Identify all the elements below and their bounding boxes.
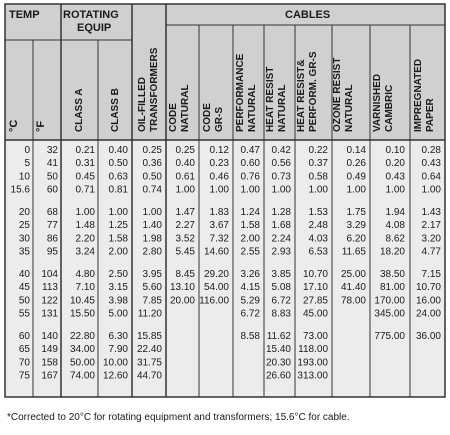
cell-temp-c: 15.6 [10, 184, 30, 196]
cell-temp-c: 25 [18, 220, 30, 232]
cell-class-b: 3.98 [108, 295, 128, 307]
cell-varnished-cambric: 0.20 [385, 158, 405, 170]
cell-code-grs: 29.20 [203, 269, 229, 280]
cell-code-natural: 3.52 [175, 233, 195, 245]
cell-class-a: 0.21 [75, 145, 95, 156]
oil-filled-header-line2: TRANSFORMERS [149, 47, 160, 132]
cell-heat-resist-perform-grs: 17.10 [302, 282, 328, 294]
cell-temp-c: 35 [18, 246, 30, 258]
cell-performance-natural: 0.76 [240, 171, 260, 183]
class-a-header: CLASS A [74, 88, 85, 132]
cell-varnished-cambric: 81.00 [379, 282, 405, 294]
ozone-resist-natural-header-line1: OZONE RESIST [332, 57, 343, 132]
cell-oil-filled: 3.95 [142, 269, 162, 280]
cell-class-a: 1.48 [75, 220, 95, 232]
cell-code-natural: 8.45 [175, 269, 195, 280]
cell-heat-resist-perform-grs: 2.48 [308, 220, 328, 232]
cell-class-a: 50.00 [69, 357, 95, 369]
cell-code-natural: 20.00 [169, 295, 195, 307]
code-natural-header-line1: CODE [168, 103, 179, 132]
cell-heat-resist-perform-grs: 313.00 [297, 370, 328, 382]
cell-code-grs: 14.60 [203, 246, 229, 258]
cell-code-natural: 1.00 [175, 184, 195, 196]
cell-temp-f: 167 [41, 370, 58, 382]
cell-varnished-cambric: 38.50 [379, 269, 405, 280]
cell-class-a: 22.80 [69, 331, 95, 342]
cell-code-natural: 5.45 [175, 246, 195, 258]
rotating-equip-header-line1: ROTATING [63, 9, 119, 21]
cell-ozone-resist-natural: 0.26 [346, 158, 366, 170]
cell-heat-resist-natural: 26.60 [265, 370, 291, 382]
cell-class-a: 15.50 [69, 308, 95, 320]
cell-oil-filled: 1.98 [142, 233, 162, 245]
cell-performance-natural: 1.58 [240, 220, 260, 232]
cell-heat-resist-natural: 0.42 [271, 145, 291, 156]
cell-impregnated-paper: 10.70 [415, 282, 441, 294]
footnote: *Corrected to 20°C for rotating equipment and transformers; 15.6°C for cable. [7, 412, 350, 423]
rotating-equip-header-line2: EQUIP [77, 22, 112, 34]
cell-heat-resist-natural: 0.56 [271, 158, 291, 170]
cell-heat-resist-perform-grs: 193.00 [297, 357, 328, 369]
impregnated-paper-header-line1: IMPREGNATED [413, 58, 424, 132]
performance-natural-header-line1: PERFORMANCE [235, 53, 246, 132]
cell-ozone-resist-natural: 25.00 [340, 269, 366, 280]
cell-class-a: 0.31 [75, 158, 95, 170]
cell-heat-resist-natural: 20.30 [265, 357, 291, 369]
cell-performance-natural: 5.29 [240, 295, 260, 307]
fahrenheit-header: °F [35, 120, 47, 132]
cell-temp-c: 20 [18, 207, 30, 218]
cell-varnished-cambric: 0.10 [385, 145, 405, 156]
cell-ozone-resist-natural: 1.00 [346, 184, 366, 196]
cell-class-b: 1.58 [108, 233, 128, 245]
cell-class-b: 12.60 [102, 370, 128, 382]
cell-varnished-cambric: 0.43 [385, 171, 405, 183]
cell-temp-c: 65 [18, 344, 30, 356]
cell-temp-f: 158 [41, 357, 58, 369]
varnished-cambric-header-line2: CAMBRIC [384, 84, 395, 132]
cell-varnished-cambric: 8.62 [385, 233, 405, 245]
cell-class-a: 7.10 [75, 282, 95, 294]
cell-heat-resist-natural: 15.40 [265, 344, 291, 356]
cables-header: CABLES [285, 9, 331, 21]
cell-varnished-cambric: 775.00 [374, 331, 405, 342]
cell-varnished-cambric: 345.00 [374, 308, 405, 320]
cell-oil-filled: 0.25 [142, 145, 162, 156]
cell-heat-resist-perform-grs: 73.00 [302, 331, 328, 342]
cell-heat-resist-perform-grs: 1.00 [308, 184, 328, 196]
cell-heat-resist-natural: 1.00 [271, 184, 291, 196]
cell-heat-resist-perform-grs: 4.03 [308, 233, 328, 245]
cell-class-a: 0.45 [75, 171, 95, 183]
cell-class-b: 0.81 [108, 184, 128, 196]
cell-varnished-cambric: 4.08 [385, 220, 405, 232]
cell-code-grs: 0.23 [209, 158, 229, 170]
cell-impregnated-paper: 16.00 [415, 295, 441, 307]
cell-class-a: 4.80 [75, 269, 95, 280]
cell-impregnated-paper: 1.00 [421, 184, 441, 196]
heat-resist-natural-header-line1: HEAT RESIST [265, 66, 276, 132]
cell-ozone-resist-natural: 0.49 [346, 171, 366, 183]
cell-temp-f: 41 [46, 158, 58, 170]
cell-class-b: 7.90 [108, 344, 128, 356]
cell-temp-f: 104 [41, 269, 58, 280]
cell-temp-c: 30 [18, 233, 30, 245]
cell-code-natural: 13.10 [169, 282, 195, 294]
cell-temp-f: 60 [46, 184, 58, 196]
oil-filled-header-line1: OIL-FILLED [137, 77, 148, 132]
cell-temp-f: 122 [41, 295, 58, 307]
cell-impregnated-paper: 24.00 [415, 308, 441, 320]
heat-resist-natural-header-line2: NATURAL [277, 84, 288, 132]
cell-class-a: 74.00 [69, 370, 95, 382]
cell-varnished-cambric: 18.20 [379, 246, 405, 258]
cell-code-natural: 0.40 [175, 158, 195, 170]
cell-heat-resist-natural: 6.72 [271, 295, 291, 307]
cell-heat-resist-natural: 2.93 [271, 246, 291, 258]
cell-varnished-cambric: 170.00 [374, 295, 405, 307]
cell-oil-filled: 11.20 [137, 308, 162, 320]
cell-temp-f: 50 [46, 171, 58, 183]
cell-temp-c: 60 [18, 331, 30, 342]
cell-varnished-cambric: 1.94 [385, 207, 405, 218]
cell-heat-resist-perform-grs: 0.22 [308, 145, 328, 156]
cell-code-grs: 116.00 [199, 295, 229, 307]
cell-heat-resist-natural: 1.28 [271, 207, 291, 218]
class-b-header: CLASS B [110, 88, 121, 132]
ozone-resist-natural-header-line2: NATURAL [344, 84, 355, 132]
cell-impregnated-paper: 1.43 [421, 207, 441, 218]
cell-oil-filled: 0.36 [142, 158, 162, 170]
cell-heat-resist-natural: 11.62 [266, 331, 291, 342]
heat-resist-perform-grs-header-line2: PERFORM. GR-S [308, 51, 319, 132]
cell-code-grs: 3.67 [209, 220, 229, 232]
cell-temp-f: 86 [46, 233, 58, 245]
cell-code-natural: 0.61 [175, 171, 195, 183]
cell-ozone-resist-natural: 3.29 [346, 220, 366, 232]
cell-impregnated-paper: 36.00 [415, 331, 441, 342]
cell-temp-c: 40 [18, 269, 30, 280]
cell-temp-f: 131 [41, 308, 58, 320]
cell-temp-c: 70 [18, 357, 30, 369]
cell-class-b: 1.25 [108, 220, 128, 232]
cell-oil-filled: 1.40 [142, 220, 162, 232]
cell-ozone-resist-natural: 41.40 [340, 282, 366, 294]
cell-performance-natural: 0.47 [240, 145, 260, 156]
cell-temp-c: 55 [18, 308, 30, 320]
cell-performance-natural: 0.60 [240, 158, 260, 170]
cell-performance-natural: 3.26 [240, 269, 260, 280]
cell-class-b: 3.15 [108, 282, 128, 294]
cell-impregnated-paper: 0.64 [421, 171, 441, 183]
cell-class-a: 2.20 [75, 233, 95, 245]
cell-oil-filled: 7.85 [142, 295, 162, 307]
varnished-cambric-header-line1: VARNISHED [372, 73, 383, 132]
cell-class-a: 34.00 [69, 344, 95, 356]
cell-ozone-resist-natural: 11.65 [341, 246, 366, 258]
cell-impregnated-paper: 0.28 [421, 145, 441, 156]
cell-oil-filled: 2.80 [142, 246, 162, 258]
cell-oil-filled: 0.74 [142, 184, 162, 196]
code-natural-header-line2: NATURAL [180, 84, 191, 132]
cell-performance-natural: 8.58 [240, 331, 260, 342]
cell-heat-resist-natural: 8.83 [271, 308, 291, 320]
cell-performance-natural: 1.24 [240, 207, 260, 218]
cell-heat-resist-perform-grs: 27.85 [302, 295, 328, 307]
cell-impregnated-paper: 4.77 [421, 246, 441, 258]
cell-class-a: 3.24 [75, 246, 95, 258]
cell-code-natural: 0.25 [175, 145, 195, 156]
cell-heat-resist-natural: 0.73 [271, 171, 291, 183]
cell-class-b: 1.00 [108, 207, 128, 218]
cell-temp-f: 32 [46, 145, 58, 156]
cell-code-grs: 0.12 [209, 145, 229, 156]
cell-class-a: 0.71 [75, 184, 95, 196]
cell-temp-c: 0 [24, 145, 30, 156]
cell-class-b: 0.63 [108, 171, 128, 183]
cell-performance-natural: 4.15 [240, 282, 260, 294]
temp-header: TEMP [9, 9, 40, 21]
cell-oil-filled: 0.50 [142, 171, 162, 183]
cell-class-a: 1.00 [75, 207, 95, 218]
celsius-header: °C [8, 119, 20, 132]
cell-performance-natural: 2.55 [240, 246, 260, 258]
cell-impregnated-paper: 3.20 [421, 233, 441, 245]
cell-code-grs: 1.00 [209, 184, 229, 196]
cell-impregnated-paper: 2.17 [421, 220, 441, 232]
cell-class-b: 10.00 [102, 357, 128, 369]
heat-resist-perform-grs-header-line1: HEAT RESIST& [296, 59, 307, 132]
cell-performance-natural: 1.00 [240, 184, 260, 196]
cell-oil-filled: 1.00 [142, 207, 162, 218]
cell-code-natural: 2.27 [175, 220, 195, 232]
cell-performance-natural: 6.72 [240, 308, 260, 320]
cell-oil-filled: 5.60 [142, 282, 162, 294]
cell-class-b: 2.50 [108, 269, 128, 280]
cell-temp-f: 140 [41, 331, 58, 342]
cell-temp-f: 113 [42, 282, 58, 294]
cell-code-grs: 7.32 [209, 233, 229, 245]
cell-heat-resist-perform-grs: 0.37 [308, 158, 328, 170]
cell-oil-filled: 31.75 [136, 357, 162, 369]
cell-ozone-resist-natural: 78.00 [340, 295, 366, 307]
impregnated-paper-header-line2: PAPER [425, 98, 436, 132]
cell-performance-natural: 2.00 [240, 233, 260, 245]
cell-temp-f: 95 [46, 246, 58, 258]
cell-heat-resist-perform-grs: 0.58 [308, 171, 328, 183]
cell-heat-resist-perform-grs: 10.70 [302, 269, 328, 280]
cell-temp-f: 68 [46, 207, 58, 218]
cell-ozone-resist-natural: 6.20 [346, 233, 366, 245]
cell-oil-filled: 22.40 [136, 344, 162, 356]
code-grs-header-line1: CODE [202, 103, 213, 132]
cell-class-b: 2.00 [108, 246, 128, 258]
cell-heat-resist-perform-grs: 6.53 [308, 246, 328, 258]
cell-varnished-cambric: 1.00 [385, 184, 405, 196]
cell-code-grs: 1.83 [209, 207, 229, 218]
cell-impregnated-paper: 7.15 [421, 269, 441, 280]
cell-class-b: 5.00 [108, 308, 128, 320]
cell-heat-resist-natural: 5.08 [271, 282, 291, 294]
cell-temp-c: 75 [18, 370, 30, 382]
cell-temp-f: 77 [46, 220, 58, 232]
code-grs-header-line2: GR-S [214, 107, 225, 132]
cell-class-b: 0.50 [108, 158, 128, 170]
cell-heat-resist-natural: 2.24 [271, 233, 291, 245]
cell-impregnated-paper: 0.43 [421, 158, 441, 170]
cell-class-b: 6.30 [108, 331, 128, 342]
cell-ozone-resist-natural: 1.75 [346, 207, 366, 218]
cell-oil-filled: 15.85 [136, 331, 162, 342]
performance-natural-header-line2: NATURAL [247, 84, 258, 132]
cell-ozone-resist-natural: 0.14 [346, 145, 366, 156]
cell-temp-c: 10 [18, 171, 30, 183]
cell-heat-resist-perform-grs: 45.00 [302, 308, 328, 320]
cell-class-b: 0.40 [108, 145, 128, 156]
cell-temp-c: 5 [24, 158, 30, 170]
cell-code-grs: 0.46 [209, 171, 229, 183]
cell-temp-c: 45 [18, 282, 30, 294]
cell-code-grs: 54.00 [203, 282, 229, 294]
cell-heat-resist-natural: 3.85 [271, 269, 291, 280]
cell-class-a: 10.45 [69, 295, 95, 307]
cell-temp-c: 50 [18, 295, 30, 307]
cell-heat-resist-perform-grs: 118.00 [298, 344, 328, 356]
cell-heat-resist-perform-grs: 1.53 [308, 207, 328, 218]
cell-heat-resist-natural: 1.68 [271, 220, 291, 232]
cell-oil-filled: 44.70 [136, 370, 162, 382]
cell-temp-f: 149 [41, 344, 58, 356]
cell-code-natural: 1.47 [175, 207, 195, 218]
